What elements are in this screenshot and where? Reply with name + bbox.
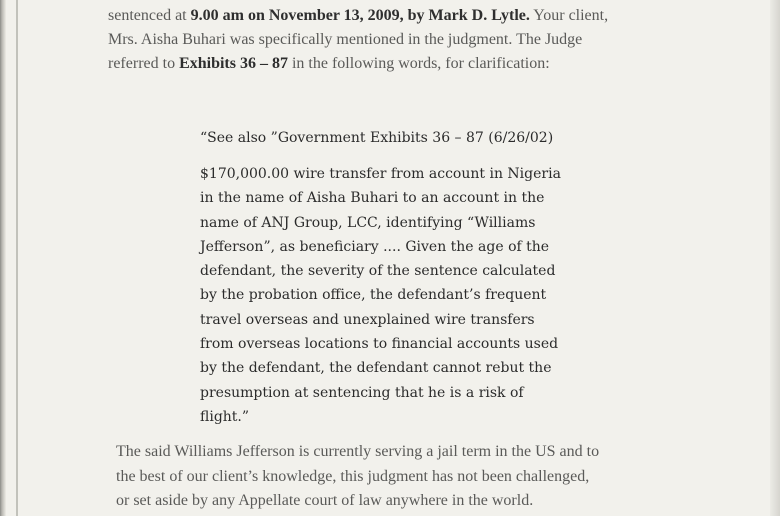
quote-line: presumption at sentencing that he is a risk of — [200, 384, 524, 401]
quote-line: name of ANJ Group, LCC, identifying “Williams — [200, 214, 536, 231]
opening-line-3-end: in the following words, for clarification: — [287, 55, 550, 72]
closing-paragraph — [116, 440, 716, 514]
scan-left-rule — [16, 0, 18, 516]
opening-line-3 — [108, 52, 708, 76]
quote-body — [200, 162, 614, 429]
opening-paragraph — [108, 4, 708, 76]
judgment-quote — [200, 128, 614, 429]
scan-right-edge — [770, 0, 780, 516]
quote-line: $170,000.00 wire transfer from account in Nigeria — [200, 166, 561, 182]
quote-line: in the name of Aisha Buhari to an account in the — [200, 190, 545, 207]
opening-line-2: Mrs. Aisha Buhari was specifically mentioned in the judgment. The Judge — [108, 31, 583, 48]
quote-line: by the defendant, the defendant cannot rebut the — [200, 360, 552, 377]
quote-line: flight.” — [200, 408, 250, 425]
closing-line: or set aside by any Appellate court of law anywhere in the world. — [116, 492, 534, 509]
exhibits-reference-bold: Exhibits 36 – 87 — [179, 55, 288, 72]
scan-left-edge — [0, 0, 6, 516]
opening-line-1-start: sentenced at — [108, 7, 191, 24]
opening-line-1 — [108, 4, 708, 28]
quote-heading: “See also ”Government Exhibits 36 – 87 (6/26/02) — [200, 130, 554, 146]
sentencing-date-bold: 9.00 am on November 13, 2009, by Mark D. Lytle. — [190, 7, 530, 24]
quote-line: defendant, the severity of the sentence calculated — [200, 263, 556, 280]
quote-line: by the probation office, the defendant’s frequent — [200, 287, 547, 304]
opening-line-3-start: referred to — [108, 55, 180, 72]
closing-line: the best of our client’s knowledge, this judgment has not been challenged, — [116, 467, 590, 485]
quote-line: Jefferson”, as beneficiary .... Given the age of the — [200, 238, 550, 255]
quote-line: travel overseas and unexplained wire transfers — [200, 311, 535, 328]
closing-line: The said Williams Jefferson is currently serving a jail term in the US and to — [116, 443, 600, 460]
quote-line: from overseas locations to financial accounts used — [200, 336, 559, 353]
opening-line-1-end: Your client, — [529, 7, 609, 24]
